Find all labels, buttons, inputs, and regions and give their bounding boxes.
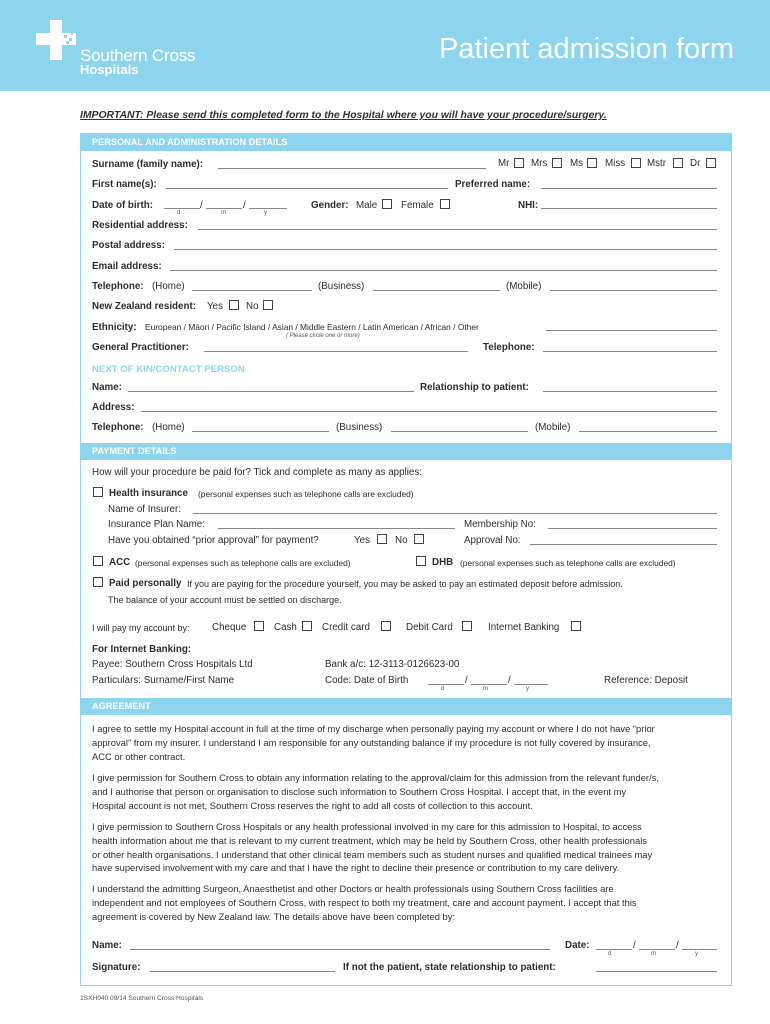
dob-year-field[interactable]	[249, 208, 287, 209]
dob-month-field[interactable]	[206, 208, 242, 209]
important-note: IMPORTANT: Please send this completed form to the Hospital where you will have your procedure/surgery.	[80, 110, 607, 121]
nz-resident-label: New Zealand resident:	[92, 301, 196, 312]
nok-telephone-mobile-field[interactable]	[579, 431, 717, 432]
dob-day-field[interactable]	[164, 208, 200, 209]
gp-label: General Practitioner:	[92, 342, 189, 353]
acc-label: ACC	[109, 557, 131, 568]
nok-telephone-mobile-label: (Mobile)	[535, 422, 571, 433]
surname-field[interactable]	[218, 168, 486, 169]
email-field[interactable]	[170, 270, 717, 271]
ethnicity-options[interactable]: European / Māori / Pacific Island / Asian / Middle Eastern / Latin American / African / Other	[145, 322, 479, 332]
code-year-field[interactable]	[514, 684, 548, 685]
title-mrs-label: Mrs	[531, 158, 548, 169]
agreement-line: agreement is covered by New Zealand law. The details above have been completed by:	[92, 910, 456, 922]
prior-approval-label: Have you obtained “prior approval” for payment?	[108, 535, 319, 546]
email-label: Email address:	[92, 261, 162, 272]
nok-telephone-business-label: (Business)	[336, 422, 383, 433]
method-credit-card-label: Credit card	[322, 622, 370, 633]
agreement-date-day-field[interactable]	[596, 949, 632, 950]
gp-telephone-field[interactable]	[543, 351, 717, 352]
telephone-label: Telephone:	[92, 281, 144, 292]
agreement-line: or other health organisations. I understand that other clinical team members such as student nurses and qualified medical trainees may	[92, 848, 653, 860]
title-mr-label: Mr	[498, 158, 510, 169]
first-name-field[interactable]	[166, 188, 448, 189]
payee-text: Payee: Southern Cross Hospitals Ltd	[92, 659, 253, 670]
gender-female-label: Female	[401, 200, 434, 211]
dob-slash-2: /	[243, 200, 246, 211]
membership-no-field[interactable]	[548, 528, 717, 529]
prior-approval-no-label: No	[395, 535, 408, 546]
telephone-mobile-field[interactable]	[550, 290, 717, 291]
signature-field[interactable]	[150, 971, 335, 972]
code-day-field[interactable]	[428, 684, 464, 685]
method-debit-card-checkbox[interactable]	[462, 621, 472, 631]
preferred-name-field[interactable]	[541, 188, 717, 189]
title-mstr-checkbox[interactable]	[673, 158, 683, 168]
bank-account-text: Bank a/c: 12-3113-0126623-00	[325, 659, 460, 670]
section-agreement-heading: AGREEMENT	[80, 698, 732, 715]
health-insurance-label: Health insurance	[109, 488, 188, 499]
title-mr-checkbox[interactable]	[514, 158, 524, 168]
agreement-line: ACC or other contract.	[92, 750, 186, 762]
reference-text: Reference: Deposit	[604, 675, 688, 686]
dob-slash-1: /	[200, 200, 203, 211]
agreement-date-slash-2: /	[676, 940, 679, 951]
paid-personally-label: Paid personally	[109, 578, 182, 589]
agreement-date-month-field[interactable]	[639, 949, 675, 950]
residential-address-label: Residential address:	[92, 220, 188, 231]
agreement-line: I agree to settle my Hospital account in full at the time of my discharge when personally paying my account or where I do not have “prior	[92, 723, 655, 734]
southern-cross-logo-icon	[36, 20, 78, 62]
signature-label: Signature:	[92, 962, 141, 973]
nok-telephone-home-label: (Home)	[152, 422, 185, 433]
dob-label: Date of birth:	[92, 200, 153, 211]
insurance-plan-label: Insurance Plan Name:	[108, 519, 205, 530]
dhb-checkbox[interactable]	[416, 556, 426, 566]
method-cash-checkbox[interactable]	[302, 621, 312, 631]
telephone-business-label: (Business)	[318, 281, 365, 292]
method-internet-banking-checkbox[interactable]	[571, 621, 581, 631]
agreement-line: I give permission for Southern Cross to obtain any information relating to the approval/claim for this admission from the relevant funder/s,	[92, 772, 659, 783]
pay-by-label: I will pay my account by:	[92, 623, 190, 633]
first-name-label: First name(s):	[92, 179, 157, 190]
brand-subname: Hospitals	[80, 62, 139, 77]
acc-note: (personal expenses such as telephone calls are excluded)	[135, 558, 351, 568]
dob-y-hint: y	[264, 210, 267, 216]
internet-banking-heading: For Internet Banking:	[92, 644, 192, 655]
nhi-field[interactable]	[541, 208, 717, 209]
insurer-name-label: Name of Insurer:	[108, 504, 181, 515]
title-ms-checkbox[interactable]	[587, 158, 597, 168]
section-personal-heading: PERSONAL AND ADMINISTRATION DETAILS	[80, 134, 732, 151]
gp-telephone-label: Telephone:	[483, 342, 535, 353]
method-internet-banking-label: Internet Banking	[488, 622, 560, 633]
gender-female-checkbox[interactable]	[440, 199, 450, 209]
relationship-to-patient-field[interactable]	[596, 971, 717, 972]
footer-code: 1SXH040 09/14 Southern Cross Hospitals	[80, 995, 204, 1002]
nok-relationship-field[interactable]	[543, 391, 717, 392]
agreement-paragraph-2	[92, 771, 722, 812]
code-slash-1: /	[465, 675, 468, 686]
agreement-d-hint: d	[608, 951, 612, 957]
agreement-m-hint: m	[651, 951, 656, 957]
telephone-business-field[interactable]	[373, 290, 500, 291]
relationship-to-patient-label: If not the patient, state relationship to patient:	[343, 962, 556, 973]
title-dr-checkbox[interactable]	[706, 158, 716, 168]
nz-resident-yes-checkbox[interactable]	[229, 300, 239, 310]
insurance-plan-field[interactable]	[218, 528, 455, 529]
agreement-date-year-field[interactable]	[682, 949, 717, 950]
title-ms-label: Ms	[570, 158, 584, 169]
agreement-name-label: Name:	[92, 940, 122, 951]
insurer-name-field[interactable]	[193, 513, 717, 514]
method-credit-card-checkbox[interactable]	[381, 621, 391, 631]
code-y-hint: y	[526, 686, 529, 692]
method-cheque-checkbox[interactable]	[254, 621, 264, 631]
title-dr-label: Dr	[690, 158, 701, 169]
title-miss-checkbox[interactable]	[631, 158, 641, 168]
prior-approval-no-checkbox[interactable]	[414, 534, 424, 544]
circle-note: ( Please circle one or more)	[286, 333, 360, 339]
approval-no-field[interactable]	[530, 544, 717, 545]
agreement-line: Hospital account is not met, Southern Cross reserves the right to add all costs of collection to this account.	[92, 799, 533, 811]
brand-name: Southern Cross	[80, 46, 196, 65]
telephone-home-label: (Home)	[152, 281, 185, 292]
nok-telephone-business-field[interactable]	[391, 431, 528, 432]
prior-approval-yes-label: Yes	[354, 535, 370, 546]
nok-address-field[interactable]	[141, 411, 717, 412]
dob-m-hint: m	[221, 210, 226, 216]
health-insurance-checkbox[interactable]	[93, 487, 103, 497]
agreement-line: approval” from my insurer. I understand I am responsible for any outstanding balance if my procedure is not fully covered by insurance,	[92, 736, 651, 748]
nok-name-label: Name:	[92, 382, 122, 393]
ethnicity-label: Ethnicity:	[92, 322, 137, 333]
code-d-hint: d	[441, 686, 445, 692]
method-cheque-label: Cheque	[212, 622, 247, 633]
telephone-mobile-label: (Mobile)	[506, 281, 542, 292]
approval-no-label: Approval No:	[464, 535, 521, 546]
agreement-paragraph-3	[92, 820, 722, 875]
nok-telephone-label: Telephone:	[92, 422, 144, 433]
gp-field[interactable]	[204, 351, 468, 352]
code-text: Code: Date of Birth	[325, 675, 409, 686]
agreement-name-field[interactable]	[130, 949, 550, 950]
health-insurance-note: (personal expenses such as telephone calls are excluded)	[198, 489, 414, 499]
telephone-home-field[interactable]	[192, 290, 312, 291]
nok-name-field[interactable]	[128, 391, 414, 392]
nok-relationship-label: Relationship to patient:	[420, 382, 529, 393]
section-payment-heading: PAYMENT DETAILS	[80, 443, 732, 460]
nhi-label: NHI:	[518, 200, 539, 211]
code-slash-2: /	[508, 675, 511, 686]
paid-personally-note: If you are paying for the procedure yourself, you may be asked to pay an estimated deposit before admission.	[187, 579, 623, 589]
nz-resident-yes-label: Yes	[207, 301, 223, 312]
gender-label: Gender:	[311, 200, 349, 211]
agreement-line: I understand the admitting Surgeon, Anaesthetist and other Doctors or health professionals using Southern Cross facilities are	[92, 883, 614, 894]
method-cash-label: Cash	[274, 622, 297, 633]
acc-checkbox[interactable]	[93, 556, 103, 566]
agreement-line: health information about me that is relevant to my current treatment, which may be held by Southern Cross, other health professionals	[92, 834, 647, 846]
balance-note: The balance of your account must be settled on discharge.	[108, 595, 342, 605]
title-mrs-checkbox[interactable]	[552, 158, 562, 168]
title-mstr-label: Mstr	[647, 158, 667, 169]
ethnicity-other-field[interactable]	[546, 330, 717, 331]
preferred-name-label: Preferred name:	[455, 179, 531, 190]
agreement-paragraph-1	[92, 722, 722, 763]
agreement-paragraph-4	[92, 882, 722, 923]
title-miss-label: Miss	[605, 158, 626, 169]
particulars-text: Particulars: Surname/First Name	[92, 675, 235, 686]
residential-address-field[interactable]	[198, 229, 717, 230]
membership-no-label: Membership No:	[464, 519, 536, 530]
method-debit-card-label: Debit Card	[406, 622, 453, 633]
agreement-line: and I authorise that person or organisation to disclose such information to Southern Cross Hospital. I accept that, in the event my	[92, 785, 627, 797]
agreement-date-slash-1: /	[633, 940, 636, 951]
agreement-y-hint: y	[695, 951, 698, 957]
nok-telephone-home-field[interactable]	[192, 431, 329, 432]
gender-male-label: Male	[356, 200, 378, 211]
code-month-field[interactable]	[471, 684, 507, 685]
agreement-line: I give permission to Southern Cross Hospitals or any health professional involved in my care for this admission to Hospital, to access	[92, 821, 642, 832]
postal-address-field[interactable]	[174, 249, 717, 250]
gender-male-checkbox[interactable]	[382, 199, 392, 209]
postal-address-label: Postal address:	[92, 240, 165, 251]
agreement-date-label: Date:	[565, 940, 590, 951]
dhb-label: DHB	[432, 557, 454, 568]
agreement-line: independent and not employees of Southern Cross, with respect to both my treatment, care and account payment. I accept that this	[92, 896, 637, 908]
code-m-hint: m	[483, 686, 488, 692]
prior-approval-yes-checkbox[interactable]	[377, 534, 387, 544]
dhb-note: (personal expenses such as telephone calls are excluded)	[460, 558, 676, 568]
nz-resident-no-checkbox[interactable]	[263, 300, 273, 310]
dob-d-hint: d	[177, 210, 181, 216]
surname-label: Surname (family name):	[92, 159, 204, 170]
form-title: Patient admission form	[439, 33, 734, 65]
paid-personally-checkbox[interactable]	[93, 577, 103, 587]
nok-address-label: Address:	[92, 402, 135, 413]
nz-resident-no-label: No	[246, 301, 259, 312]
agreement-line: have supervised involvement with my care and that I have the right to decline their presence or contribution to my care delivery.	[92, 862, 620, 874]
payment-question: How will your procedure be paid for? Tick and complete as many as applies:	[92, 467, 422, 478]
next-of-kin-heading: NEXT OF KIN/CONTACT PERSON	[92, 364, 245, 375]
